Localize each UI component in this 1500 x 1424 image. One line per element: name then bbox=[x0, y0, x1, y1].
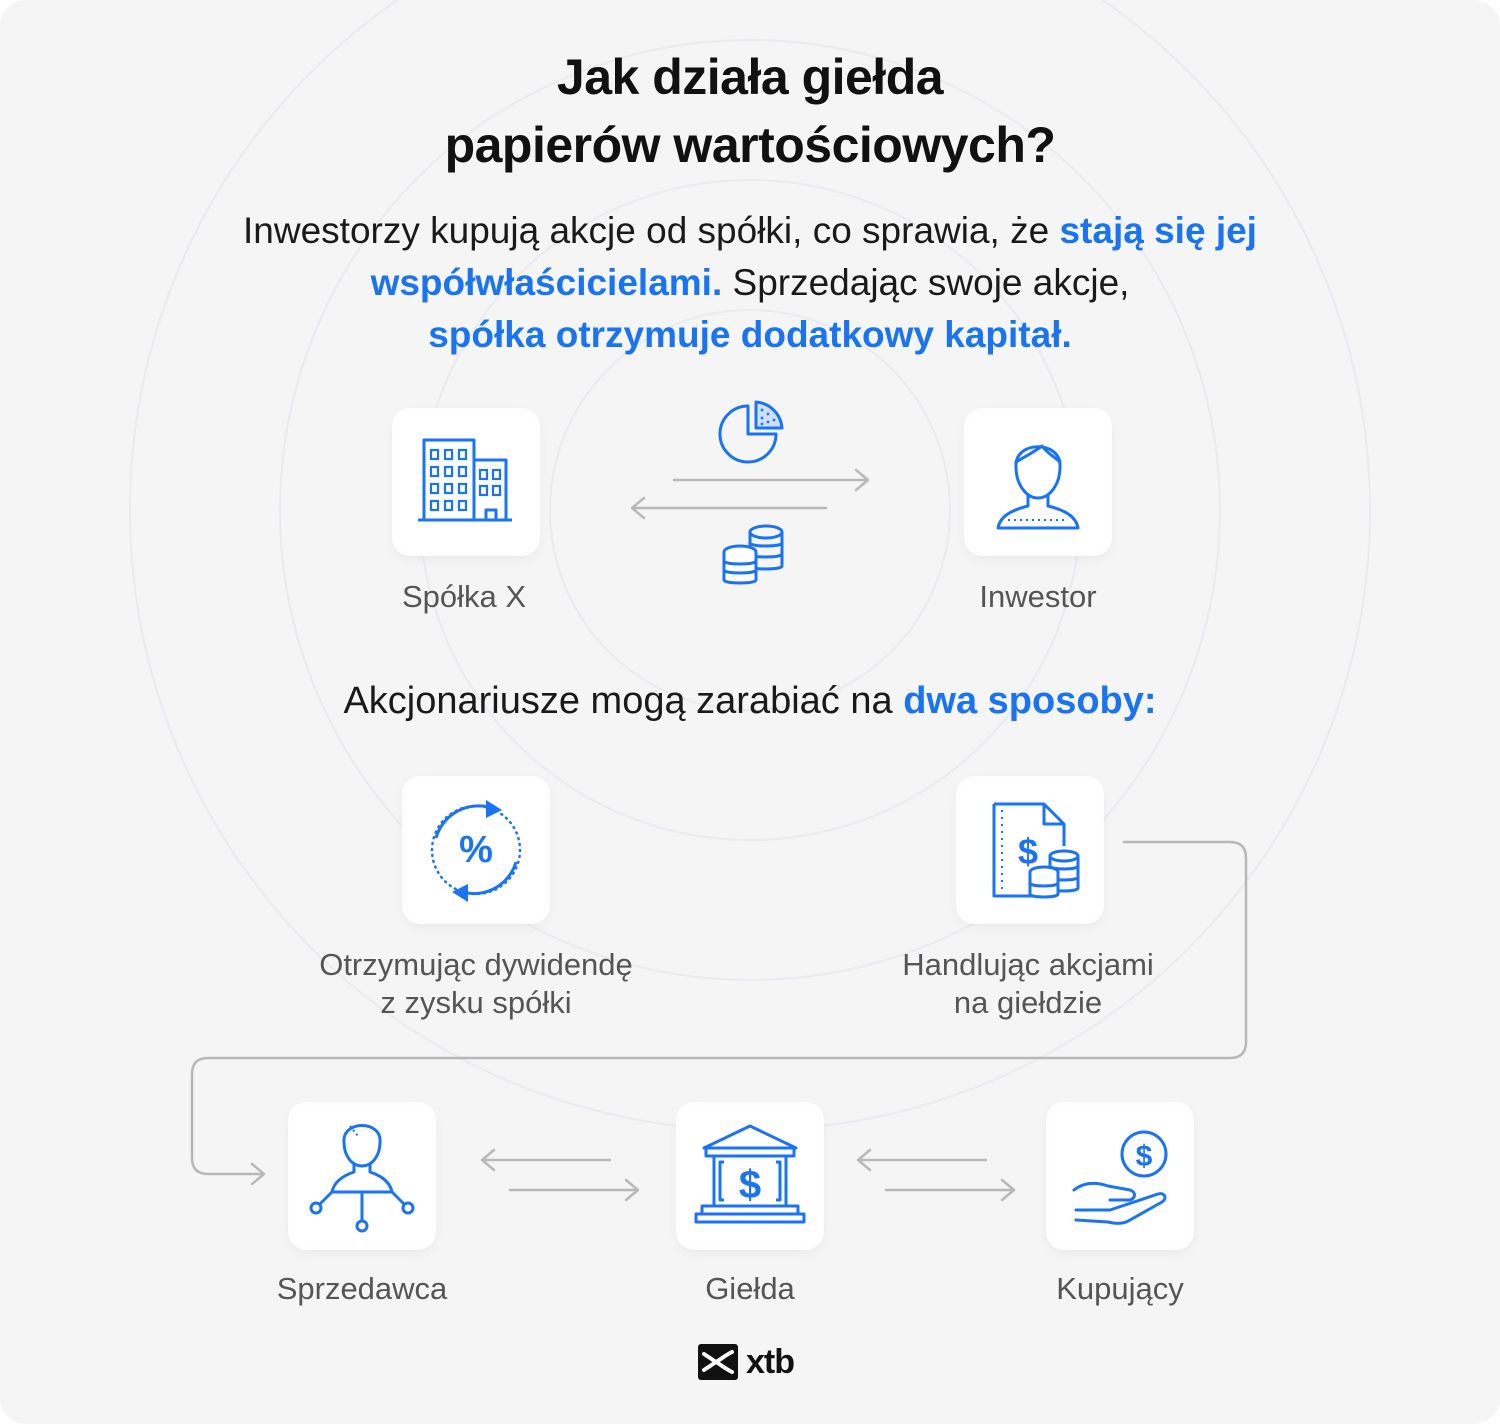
exchange-label: Giełda bbox=[705, 1271, 795, 1306]
arrow-to-exchange bbox=[510, 1180, 638, 1200]
intro-text-2: Sprzedając swoje akcje, bbox=[722, 262, 1130, 303]
buyer-label: Kupujący bbox=[1056, 1271, 1184, 1306]
svg-text:$: $ bbox=[738, 1163, 762, 1207]
dividend-label-line-2: z zysku spółki bbox=[380, 985, 572, 1020]
ways-text: Akcjonariusze mogą zarabiać na bbox=[343, 680, 904, 722]
page-title-line-1: Jak działa giełda bbox=[556, 49, 944, 105]
xtb-mark-icon bbox=[698, 1344, 738, 1380]
arrow-to-investor bbox=[674, 470, 868, 490]
intro-text-1: Inwestorzy kupują akcje od spółki, co sprawia, że bbox=[243, 210, 1060, 251]
arrow-to-company bbox=[632, 498, 826, 518]
svg-text:%: % bbox=[459, 829, 493, 871]
arrow-exchange-to-buyer bbox=[886, 1180, 1014, 1200]
intro-highlight-1: stają się jej współwłaścicielami. bbox=[370, 210, 1257, 303]
investor-label: Inwestor bbox=[979, 579, 1097, 614]
trading-connector bbox=[192, 842, 1246, 1184]
seller-label: Sprzedawca bbox=[276, 1271, 448, 1306]
page-title-line-2: papierów wartościowych? bbox=[444, 117, 1056, 173]
trading-label-line-2: na giełdzie bbox=[953, 985, 1103, 1020]
company-label: Spółka X bbox=[401, 579, 527, 614]
brand-name: xtb bbox=[746, 1343, 794, 1381]
arrow-to-seller bbox=[482, 1150, 610, 1170]
dividend-label-line-1: Otrzymując dywidendę bbox=[319, 947, 633, 982]
intro-highlight-2: spółka otrzymuje dodatkowy kapitał. bbox=[428, 314, 1072, 355]
ways-highlight: dwa sposoby: bbox=[903, 680, 1157, 722]
trading-label-line-1: Handlując akcjami bbox=[902, 947, 1154, 982]
svg-text:$: $ bbox=[1135, 1140, 1153, 1173]
arrow-buyer-to-exchange bbox=[858, 1150, 986, 1170]
svg-text:$: $ bbox=[1017, 831, 1039, 872]
